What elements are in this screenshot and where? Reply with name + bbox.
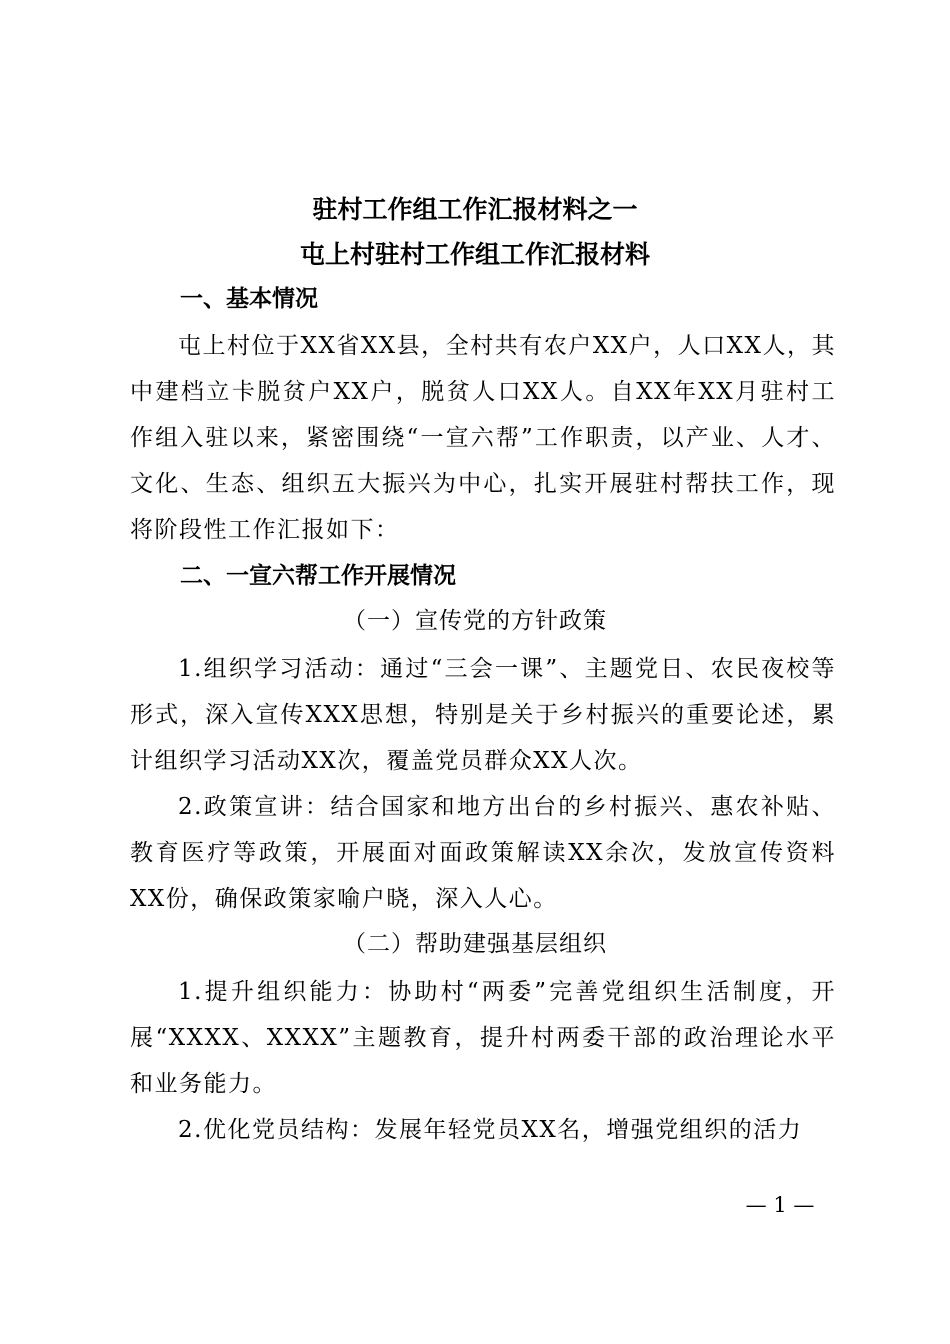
subsection-heading-organization: （二）帮助建强基层组织	[343, 931, 607, 957]
page-number: — 1 —	[745, 1193, 815, 1217]
section-heading-basic-info: 一、基本情况	[180, 286, 318, 312]
paragraph-member-structure: 2.优化党员结构：发展年轻党员XX名，增强党组织的活力	[178, 1117, 803, 1143]
paragraph-study-activities: 1.组织学习活动：通过“三会一课”、主题党日、农民夜校等形式，深入宣传XXX思想，特别是关于乡村振兴的重要论述，累计组织学习活动XX次，覆盖党员群众XX人次。	[130, 656, 836, 774]
section-heading-work-status: 二、一宣六帮工作开展情况	[180, 563, 456, 589]
paragraph-organization-capacity: 1.提升组织能力：协助村“两委”完善党组织生活制度，开展“XXXX、XXXX”主题教育，提升村两委干部的政治理论水平和业务能力。	[130, 979, 836, 1097]
subsection-heading-policy: （一）宣传党的方针政策	[343, 608, 607, 634]
document-title: 驻村工作组工作汇报材料之一	[312, 195, 638, 224]
paragraph-policy-lectures: 2.政策宣讲：结合国家和地方出台的乡村振兴、惠农补贴、教育医疗等政策，开展面对面政策解读XX余次，发放宣传资料XX份，确保政策家喻户晓，深入人心。	[130, 794, 836, 912]
document-subtitle: 屯上村驻村工作组工作汇报材料	[299, 240, 650, 269]
paragraph-basic-info: 屯上村位于XX省XX县，全村共有农户XX户，人口XX人，其中建档立卡脱贫户XX户，脱贫人口XX人。自XX年XX月驻村工作组入驻以来，紧密围绕“一宣六帮”工作职责，以产业、人才、文化、生态、组织五大振兴为中心，扎实开展驻村帮扶工作，现将阶段性工作汇报如下：	[130, 333, 836, 543]
